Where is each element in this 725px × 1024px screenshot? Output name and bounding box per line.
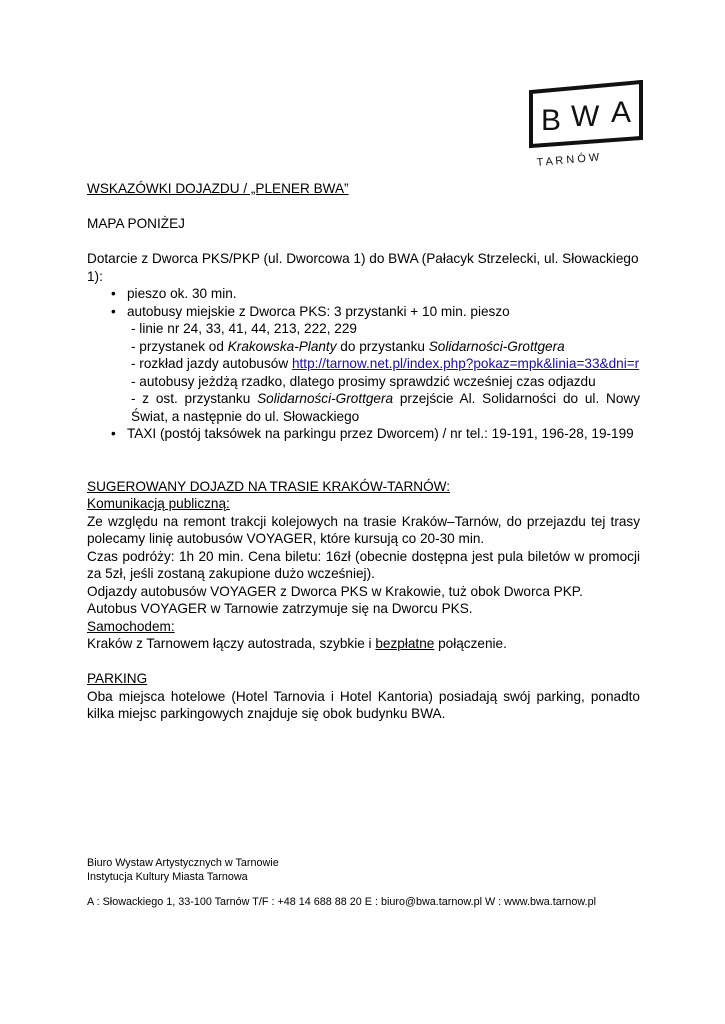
footer-org-type: Instytucja Kultury Miasta Tarnowa [87,871,248,883]
footer-contact: A : Słowackiego 1, 33-100 Tarnów T/F : +48 14 688 88 20 E : biuro@bwa.tarnow.pl W : www.bwa.tarnow.pl [87,896,596,908]
public-transport-heading: Komunikacją publiczną: [87,496,230,511]
bus-stops: - przystanek od Krakowska-Planty do przystanku Solidarności-Grottgera [131,338,565,354]
bus-lines: - linie nr 24, 33, 41, 44, 213, 222, 229 [131,321,357,336]
logo-letter-a: A [611,96,632,129]
logo-subtitle: T A R N Ó W [536,151,600,169]
footer-org-name: Biuro Wystaw Artystycznych w Tarnowie [87,857,279,869]
main-content [87,180,640,723]
parking-paragraph: Oba miejsca hotelowe (Hotel Tarnovia i Hotel Kantoria) posiadają swój parking, ponadto kilka miejsc parkingowych znajduje się obok budynku BWA. [87,688,640,721]
map-note: MAPA PONIŻEJ [87,216,185,231]
logo-letter-w: W [571,100,600,133]
voyager-paragraph: Ze względu na remont trakcji kolejowych na trasie Kraków–Tarnów, do przejazdu tej trasy polecamy linię autobusów VOYAGER, które kursują co 20-30 min. [87,513,640,546]
krakow-heading: SUGEROWANY DOJAZD NA TRASIE KRAKÓW-TARNÓW: [87,478,451,494]
document-title: WSKAZÓWKI DOJAZDU / „PLENER BWA” [87,181,349,196]
travel-time-paragraph: Czas podróży: 1h 20 min. Cena biletu: 16zł (obecnie dostępna jest pula biletów w promocji za 5zł, jeśli zostaną zakupione dużo wcześniej). [87,548,640,581]
bus-timetable: - rozkład jazdy autobusów http://tarnow.net.pl/index.php?pokaz=mpk&linia=33&dni=r [131,356,640,371]
bus-label: autobusy miejskie z Dworca PKS: 3 przystanki + 10 min. pieszo [127,303,510,319]
footer-org [87,856,647,884]
directions-list [87,285,640,443]
car-paragraph: Kraków z Tarnowem łączy autostrada, szybkie i bezpłatne połączenie. [87,636,507,651]
parking-heading: PARKING [87,671,148,686]
list-item-bus [87,303,640,426]
car-heading: Samochodem: [87,618,175,634]
directions-intro: Dotarcie z Dworca PKS/PKP (ul. Dworcowa 1) do BWA (Pałacyk Strzelecki, ul. Słowackiego 1): [87,251,639,284]
list-item-walk: • pieszo ok. 30 min. [87,285,640,303]
walk-from-stop: - z ost. przystanku Solidarności-Grottgera przejście Al. Solidarności do ul. Nowy Świat, a następnie do ul. Słowackiego [131,391,640,424]
departures-paragraph: Odjazdy autobusów VOYAGER z Dworca PKS w Krakowie, tuż obok Dworca PKP. [87,583,583,599]
bus-frequency-note: - autobusy jeżdżą rzadko, dlatego prosimy sprawdzić wcześniej czas odjazdu [131,373,596,389]
bwa-logo [525,80,645,170]
list-item-taxi: • TAXI (postój taksówek na parkingu przez Dworcem) / nr tel.: 19-191, 196-28, 19-199 [87,425,640,443]
logo-letter-b: B [541,104,562,137]
timetable-link[interactable]: http://tarnow.net.pl/index.php?pokaz=mpk&linia=33&dni=r [291,356,640,371]
tarnow-stop-paragraph: Autobus VOYAGER w Tarnowie zatrzymuje się na Dworcu PKS. [87,601,473,616]
